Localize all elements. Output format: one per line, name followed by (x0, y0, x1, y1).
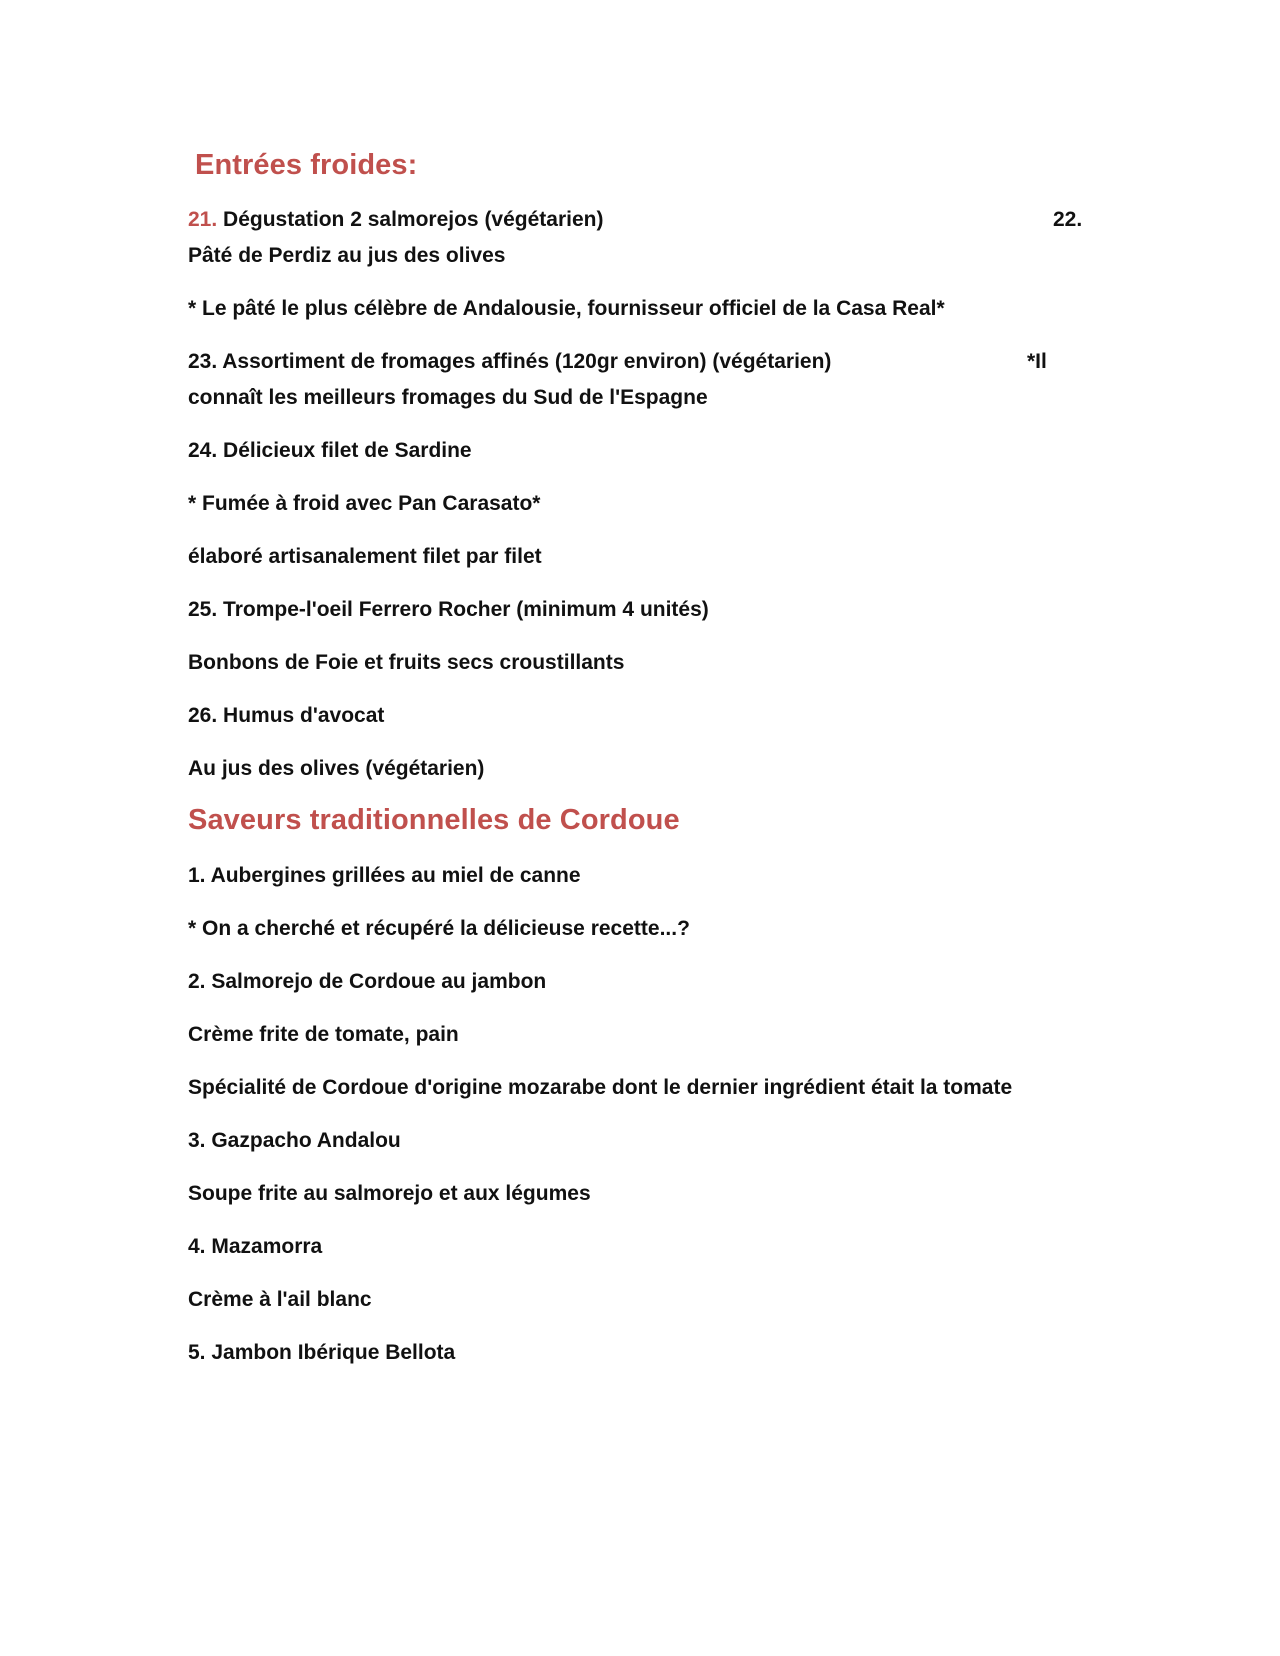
item-23-note-end: connaît les meilleurs fromages du Sud de l'Espagne (188, 385, 708, 409)
item-22-text: Pâté de Perdiz au jus des olives (188, 243, 506, 267)
section2-line: 4. Mazamorra (188, 1234, 323, 1258)
section2-line: Spécialité de Cordoue d'origine mozarabe dont le dernier ingrédient était la tomate (188, 1075, 1013, 1099)
item-21-line (188, 202, 1088, 238)
item-24-note-1: * Fumée à froid avec Pan Carasato* (188, 491, 541, 515)
item-24-note-2: élaboré artisanalement filet par filet (188, 544, 542, 568)
item-24-text: 24. Délicieux filet de Sardine (188, 438, 472, 462)
menu-document (188, 148, 1088, 1371)
section-title-entrees-froides: Entrées froides: (195, 149, 418, 181)
item-26-text: 26. Humus d'avocat (188, 703, 385, 727)
section2-line: 2. Salmorejo de Cordoue au jambon (188, 969, 547, 993)
section2-line: 1. Aubergines grillées au miel de canne (188, 863, 581, 887)
section2-line: Crème frite de tomate, pain (188, 1022, 459, 1046)
item-25-note: Bonbons de Foie et fruits secs croustillants (188, 650, 625, 674)
item-23-text: 23. Assortiment de fromages affinés (120gr environ) (végétarien) (188, 349, 832, 373)
item-23-note-start: *Il (1027, 349, 1047, 373)
item-23-line (188, 344, 1088, 380)
item-25-text: 25. Trompe-l'oeil Ferrero Rocher (minimum 4 unités) (188, 597, 709, 621)
item-21-text: Dégustation 2 salmorejos (végétarien) (217, 207, 604, 231)
section-title-saveurs-cordoue: Saveurs traditionnelles de Cordoue (188, 803, 680, 836)
item-21-number: 21. (188, 207, 218, 231)
item-23 (188, 344, 1088, 416)
item-26-note: Au jus des olives (végétarien) (188, 756, 485, 780)
item-22-note: * Le pâté le plus célèbre de Andalousie, fournisseur officiel de la Casa Real* (188, 296, 945, 320)
item-22-number: 22. (1053, 207, 1083, 231)
item-21-22 (188, 202, 1088, 274)
section2-line: Soupe frite au salmorejo et aux légumes (188, 1181, 591, 1205)
section2-line: 5. Jambon Ibérique Bellota (188, 1340, 456, 1364)
section2-line: * On a cherché et récupéré la délicieuse recette...? (188, 916, 690, 940)
section2-line: 3. Gazpacho Andalou (188, 1128, 401, 1152)
section2-line: Crème à l'ail blanc (188, 1287, 372, 1311)
